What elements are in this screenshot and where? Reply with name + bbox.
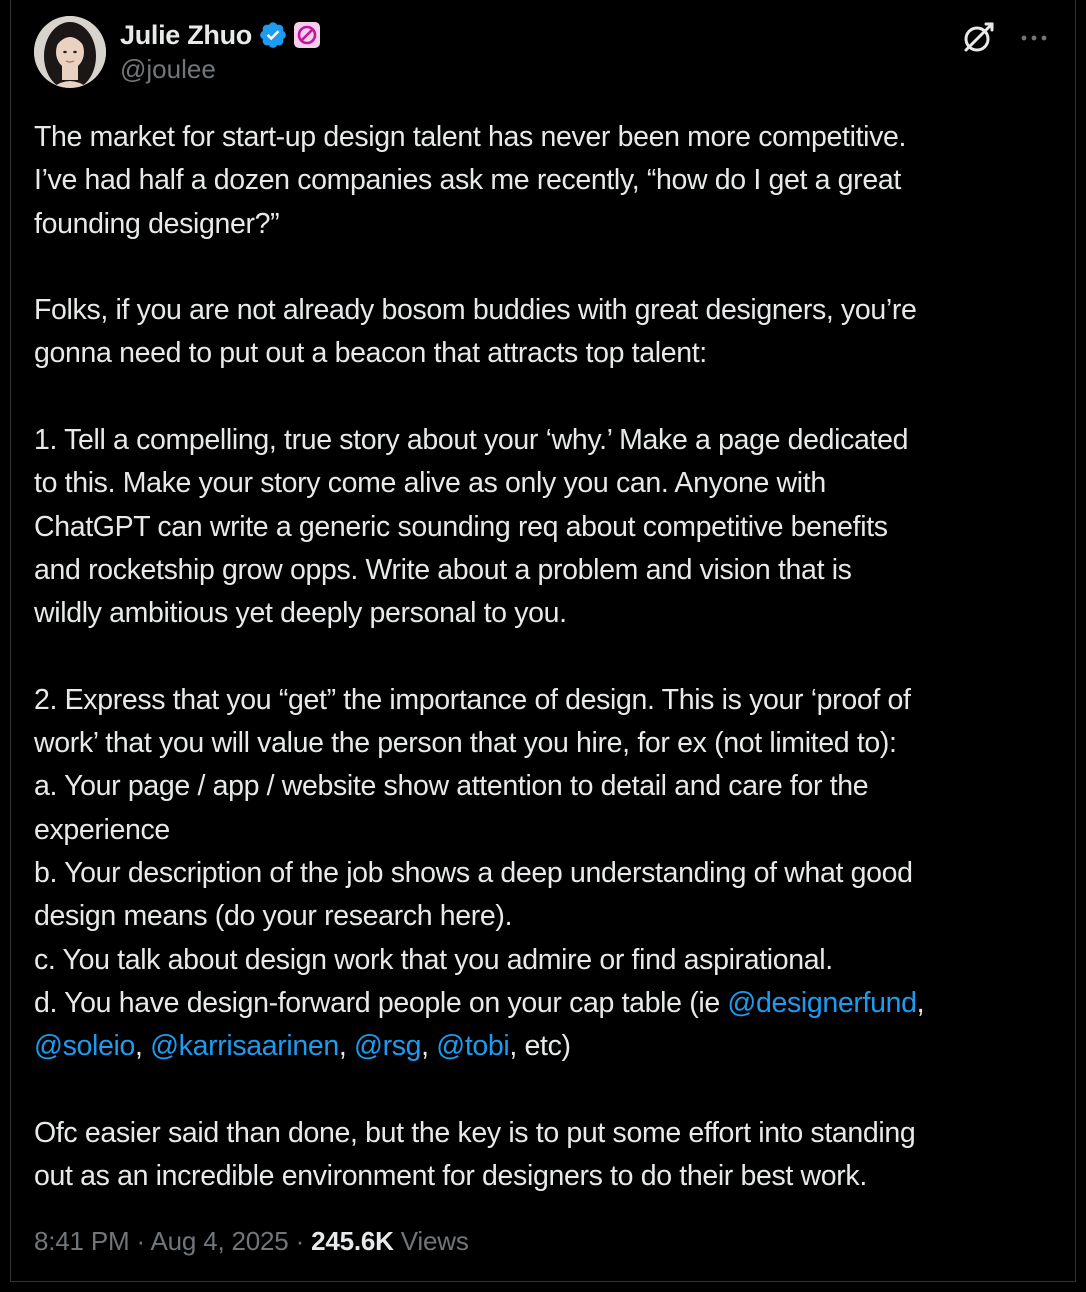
tweet-time[interactable]: 8:41 PM	[34, 1226, 130, 1256]
avatar[interactable]	[34, 16, 106, 88]
tweet-line: Folks, if you are not already bosom buddies with great designers, you’re	[34, 294, 917, 327]
tweet-line: b. Your description of the job shows a deep understanding of what good	[34, 857, 913, 890]
paragraph-gap	[34, 246, 1054, 289]
paragraph-gap	[34, 376, 1054, 419]
tweet-line: and rocketship grow opps. Write about a problem and vision that is	[34, 553, 852, 586]
line-text: , etc)	[509, 1030, 571, 1063]
mention-rsg[interactable]: @rsg	[354, 1030, 422, 1063]
tweet-line: founding designer?”	[34, 207, 280, 240]
tweet-meta	[34, 1226, 469, 1257]
tweet-line: Ofc easier said than done, but the key is to put some effort into standing	[34, 1116, 916, 1149]
line-text: ,	[338, 1030, 355, 1063]
meta-separator: ·	[129, 1226, 151, 1256]
tweet-line: experience	[34, 813, 170, 846]
affiliate-badge-icon[interactable]	[293, 21, 321, 49]
top-actions	[960, 20, 1052, 56]
tweet-line: work’ that you will value the person that you hire, for ex (not limited to):	[34, 727, 897, 760]
mention-soleio[interactable]: @soleio	[34, 1030, 135, 1063]
paragraph-gap	[34, 636, 1054, 679]
tweet-text	[34, 116, 1054, 1198]
line-text: ,	[134, 1030, 151, 1063]
tweet-line: 1. Tell a compelling, true story about your ‘why.’ Make a page dedicated	[34, 424, 909, 457]
display-name[interactable]: Julie Zhuo	[120, 19, 253, 50]
line-text: ,	[421, 1030, 437, 1063]
avatar-image	[34, 16, 106, 88]
grok-icon[interactable]	[960, 20, 996, 56]
more-horizontal-icon[interactable]	[1016, 20, 1052, 56]
mention-tobi[interactable]: @tobi	[436, 1030, 510, 1063]
handle[interactable]: @joulee	[120, 54, 216, 84]
author-info	[120, 18, 321, 85]
paragraph-gap	[34, 1069, 1054, 1112]
tweet-line: c. You talk about design work that you admire or find aspirational.	[34, 943, 833, 976]
tweet-line: ChatGPT can write a generic sounding req about competitive benefits	[34, 510, 888, 543]
tweet-line: design means (do your research here).	[34, 900, 513, 933]
tweet-line	[34, 982, 1054, 1025]
tweet-line: out as an incredible environment for designers to do their best work.	[34, 1160, 867, 1193]
tweet-line: to this. Make your story come alive as only you can. Anyone with	[34, 467, 826, 500]
views-count[interactable]: 245.6K	[311, 1226, 394, 1256]
tweet-line: I’ve had half a dozen companies ask me recently, “how do I get a great	[34, 164, 901, 197]
tweet-header	[34, 14, 1052, 94]
line-text: ,	[916, 986, 925, 1019]
name-row	[120, 18, 321, 52]
views-label[interactable]: Views	[393, 1226, 469, 1256]
mention-karrisaarinen[interactable]: @karrisaarinen	[150, 1030, 339, 1063]
tweet-line	[34, 1025, 1054, 1068]
line-text: d. You have design-forward people on your cap table (ie	[34, 986, 728, 1019]
tweet-line: The market for start-up design talent has never been more competitive.	[34, 121, 907, 153]
tweet-line: a. Your page / app / website show attention to detail and care for the	[34, 770, 869, 803]
verified-badge-icon[interactable]	[258, 20, 288, 50]
tweet-line: wildly ambitious yet deeply personal to you.	[34, 597, 567, 630]
tweet-date[interactable]: Aug 4, 2025	[150, 1226, 289, 1256]
tweet-line: 2. Express that you “get” the importance of design. This is your ‘proof of	[34, 683, 911, 716]
meta-separator: ·	[288, 1226, 312, 1256]
tweet-line: gonna need to put out a beacon that attracts top talent:	[34, 337, 707, 370]
mention-designerfund[interactable]: @designerfund	[727, 986, 917, 1019]
